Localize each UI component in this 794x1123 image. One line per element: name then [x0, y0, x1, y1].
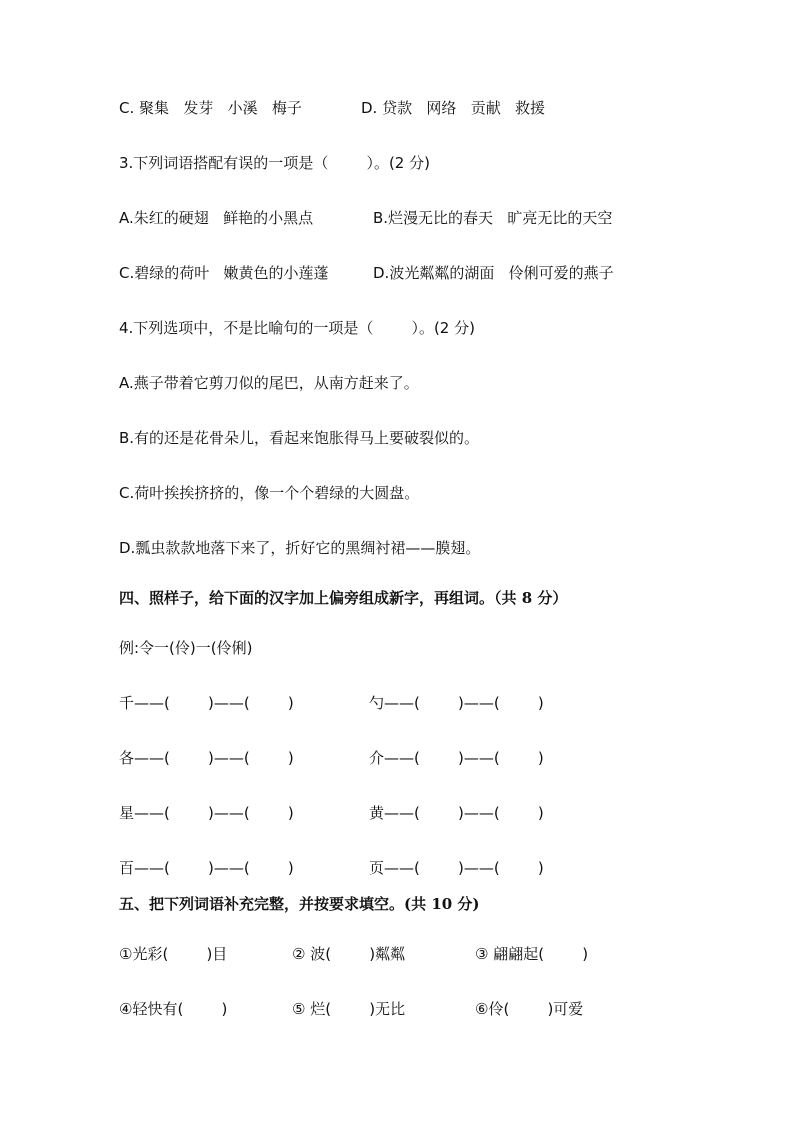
q3-option-c: C.碧绿的荷叶 嫩黄色的小莲蓬	[119, 264, 329, 282]
section5-item-3: ③ 翩翩起( )	[475, 945, 589, 963]
q3-option-d: D.波光粼粼的湖面 伶俐可爱的燕子	[373, 264, 614, 282]
section5-item-2: ② 波( )粼粼	[292, 945, 406, 963]
q4-option-a: A.燕子带着它剪刀似的尾巴，从南方赶来了。	[119, 374, 419, 392]
q4-option-b: B.有的还是花骨朵儿，看起来饱胀得马上要破裂似的。	[119, 429, 480, 447]
section5-item-6: ⑥伶( )可爱	[475, 1000, 584, 1018]
section4-row2-right: 介——( )——( )	[369, 749, 544, 767]
section5-title: 五、把下列词语补充完整，并按要求填空。(共 10 分)	[119, 895, 480, 913]
section5-item-4: ④轻快有( )	[119, 1000, 228, 1018]
section4-row3-left: 星——( )——( )	[119, 804, 294, 822]
section4-example: 例:令一(伶)一(伶俐)	[119, 639, 253, 657]
section4-row1-right: 勺——( )——( )	[369, 694, 544, 712]
section4-title: 四、照样子，给下面的汉字加上偏旁组成新字，再组词。（共 8 分）	[119, 589, 568, 607]
section4-row4-left: 百——( )——( )	[119, 859, 294, 877]
q2-option-c: C. 聚集 发芽 小溪 梅子	[119, 99, 302, 117]
q4-option-c: C.荷叶挨挨挤挤的，像一个个碧绿的大圆盘。	[119, 484, 420, 502]
q3-stem: 3.下列词语搭配有误的一项是（ ）。(2 分)	[119, 154, 430, 172]
section4-row4-right: 页——( )——( )	[369, 859, 544, 877]
q2-option-d: D. 贷款 网络 贡献 救援	[361, 99, 545, 117]
section4-row3-right: 黄——( )——( )	[369, 804, 544, 822]
section5-item-1: ①光彩( )目	[119, 945, 228, 963]
q4-option-d: D.瓢虫款款地落下来了，折好它的黑绸衬裙——膜翅。	[119, 539, 481, 557]
q4-stem: 4.下列选项中，不是比喻句的一项是（ ）。(2 分)	[119, 319, 475, 337]
q3-option-b: B.烂漫无比的春天 旷亮无比的天空	[373, 209, 613, 227]
section4-row2-left: 各——( )——( )	[119, 749, 294, 767]
section5-item-5: ⑤ 烂( )无比	[292, 1000, 406, 1018]
section4-row1-left: 千——( )——( )	[119, 694, 294, 712]
q3-option-a: A.朱红的硬翅 鲜艳的小黑点	[119, 209, 314, 227]
